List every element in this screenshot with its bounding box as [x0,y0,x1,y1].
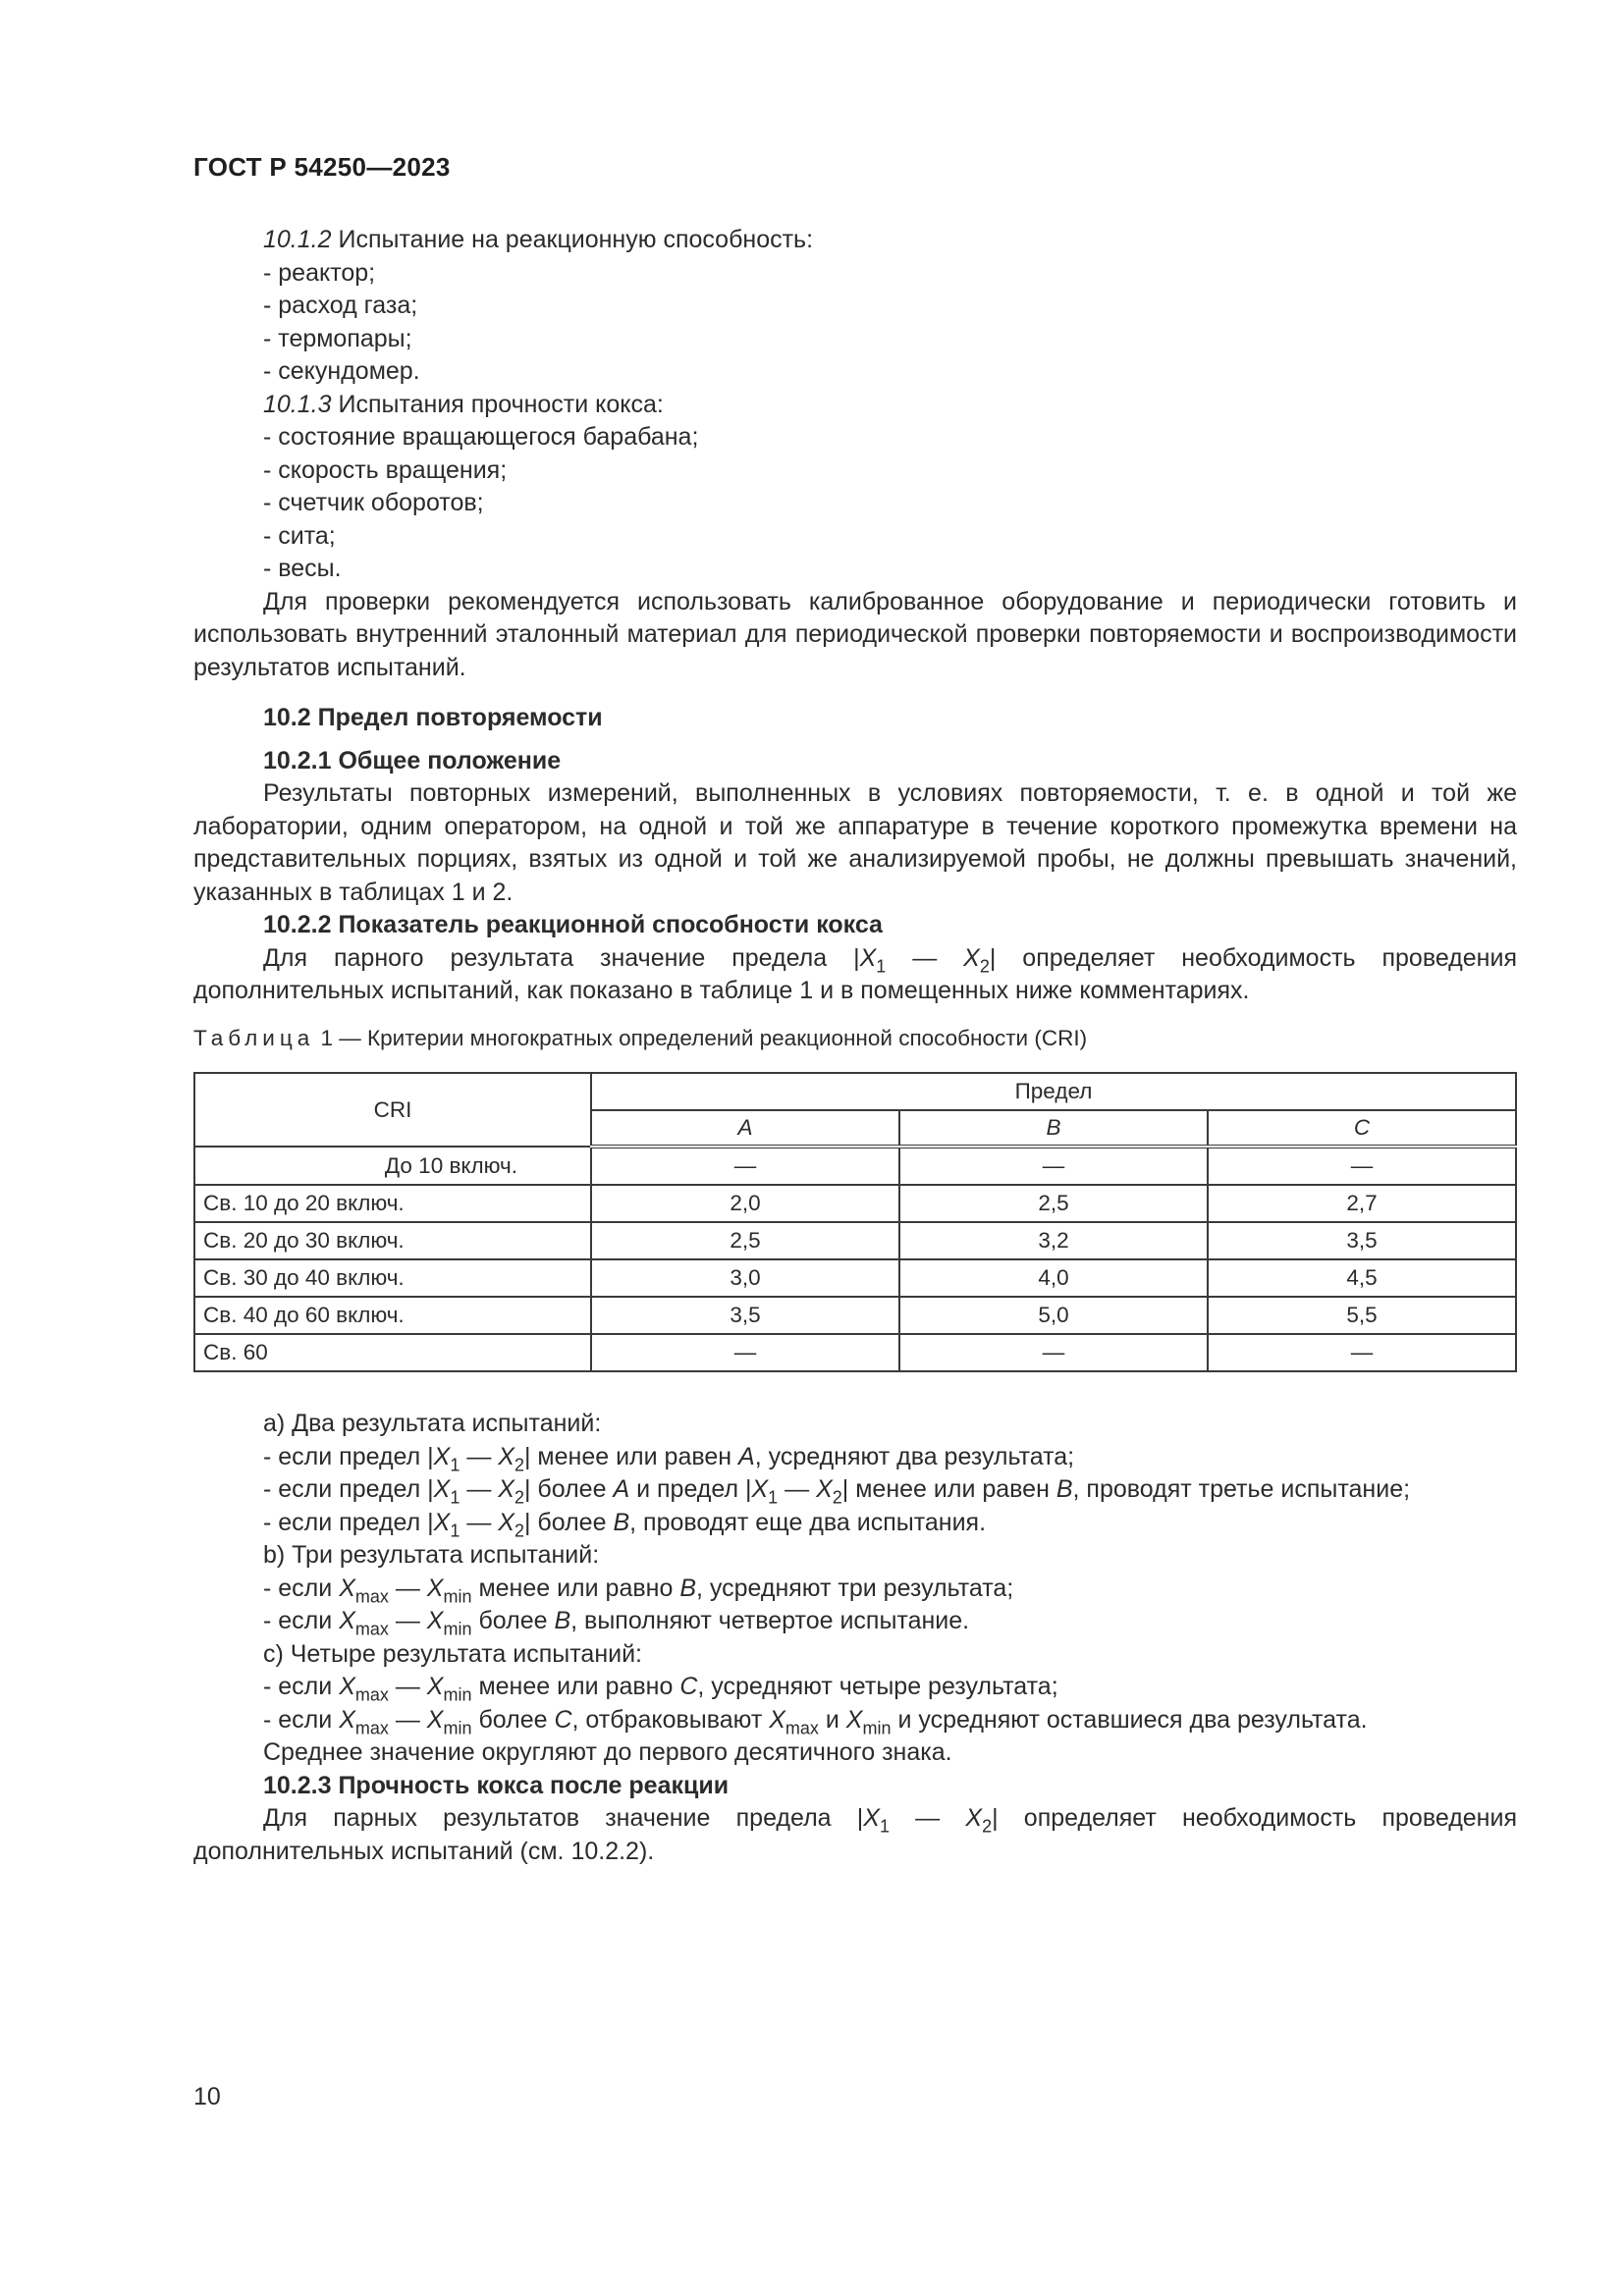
table-cell: 3,5 [1208,1222,1516,1259]
table-row [194,1147,1516,1185]
table-cell: 2,0 [591,1185,899,1222]
table-cell: 2,7 [1208,1185,1516,1222]
list-item: - скорость вращения; [263,455,508,484]
list-item: - сита; [263,521,336,550]
table-cell: 5,5 [1208,1297,1516,1334]
table-header-a: A [591,1110,899,1147]
section-heading-10-2: 10.2 Предел повторяемости [263,704,603,731]
table-cell: 4,5 [1208,1259,1516,1297]
rule-c-title: c) Четыре результата испытаний: [263,1639,642,1668]
list-item: - термопары; [263,324,412,352]
clause-number: 10.1.3 [263,390,332,418]
list-item: - реактор; [263,258,376,287]
document-header: ГОСТ Р 54250—2023 [193,152,451,182]
table-row [194,1259,1516,1297]
table-header-b: B [899,1110,1208,1147]
rule-b-1: - если $X_{max}$ — $X_{min}$ менее или равно B, усредняют три результата; [263,1574,1014,1606]
table-cell-label: Св. 20 до 30 включ. [194,1222,591,1259]
rule-b-2: - если $X_{max}$ — $X_{min}$ более B, выполняют четвертое испытание. [263,1607,970,1639]
rule-a-2: - если предел $|X_1$ — $X_2|$ более A и предел $|X_1$ — $X_2|$ менее или равен B, проводят третье испытание; [263,1475,1411,1508]
table-cell: 4,0 [899,1259,1208,1297]
document-body [193,224,1517,1868]
table-cell-label: Св. 10 до 20 включ. [194,1185,591,1222]
list-item: - расход газа; [263,292,418,319]
section-heading-10-2-1: 10.2.1 Общее положение [263,746,562,774]
list-item: - весы. [263,555,342,582]
table-cell: 3,5 [591,1297,899,1334]
table-cell: 3,0 [591,1259,899,1297]
table-cell-label: До 10 включ. [194,1147,591,1185]
table-row [194,1222,1516,1259]
rule-a-title: a) Два результата испытаний: [263,1410,602,1437]
table-caption: Таблица 1 — Критерии многократных определений реакционной способности (CRI) [193,1025,1088,1050]
table-cell: — [899,1147,1208,1185]
list-item: - секундомер. [263,357,420,385]
paragraph-10-2-1: Результаты повторных измерений, выполненных в условиях повторяемости, т. е. в одной и той же лаборатории, одним оператором, на одной и той же аппаратуре в течение короткого промежутка времени на представительных порциях, взятых из одной и той же анализируемой пробы, не должны превышать значений, указанных в таблицах 1 и 2. [193,779,1517,906]
table-cell: — [899,1334,1208,1371]
table-header-limit: Предел [591,1073,1516,1110]
clause-10-1-2-title [193,224,1517,257]
table-cell: 2,5 [591,1222,899,1259]
rounding-note: Среднее значение округляют до первого десятичного знака. [263,1738,952,1766]
list-item: - счетчик оборотов; [263,489,484,516]
rule-c-1: - если $X_{max}$ — $X_{min}$ менее или равно C, усредняют четыре результата; [263,1673,1058,1705]
clause-title: Испытания прочности кокса: [338,390,664,418]
table-cell: 2,5 [899,1185,1208,1222]
rule-b-title: b) Три результата испытаний: [263,1541,600,1569]
table-cell-label: Св. 30 до 40 включ. [194,1259,591,1297]
section-heading-10-2-2: 10.2.2 Показатель реакционной способности кокса [263,911,883,938]
table-row [194,1185,1516,1222]
rule-a-1: - если предел $|X_1$ — $X_2|$ менее или равен A, усредняют два результата; [263,1442,1075,1474]
table-header-cri: CRI [194,1073,591,1147]
table-cell: — [1208,1147,1516,1185]
table-row [194,1297,1516,1334]
page-number: 10 [193,2083,221,2110]
check-paragraph: Для проверки рекомендуется использовать калиброванное оборудование и периодически готовить и использовать внутренний эталонный материал для периодической проверки повторяемости и воспроизводимости результатов испытаний. [193,587,1517,681]
list-item: - состояние вращающегося барабана; [263,423,699,451]
table-header-c: C [1208,1110,1516,1147]
table-cell: 5,0 [899,1297,1208,1334]
table-cell: 3,2 [899,1222,1208,1259]
clause-title: Испытание на реакционную способность: [338,226,814,253]
table-cell-label: Св. 60 [194,1334,591,1371]
table-cell-label: Св. 40 до 60 включ. [194,1297,591,1334]
table-cell: — [591,1334,899,1371]
clause-10-1-3-title [193,389,1517,422]
table-cell: — [1208,1334,1516,1371]
rule-a-3: - если предел $|X_1$ — $X_2|$ более B, проводят еще два испытания. [263,1508,987,1540]
table-row [194,1334,1516,1371]
paragraph-10-2-2: Для парного результата значение предела $|X_1$ — $X_2|$ определяет необходимость проведения дополнительных испытаний, как показано в таблице 1 и в помещенных ниже комментариях. [193,943,1517,1004]
paragraph-10-2-3: Для парных результатов значение предела $|X_1$ — $X_2|$ определяет необходимость проведения дополнительных испытаний (см. 10.2.2). [193,1804,1517,1865]
table-cell: — [591,1147,899,1185]
cri-criteria-table [193,1072,1517,1372]
rule-c-2: - если $X_{max}$ — $X_{min}$ более C, отбраковывают $X_{max}$ и $X_{min}$ и усредняют оставшиеся два результата. [263,1705,1368,1737]
clause-number: 10.1.2 [263,226,332,253]
section-heading-10-2-3: 10.2.3 Прочность кокса после реакции [263,1771,730,1799]
